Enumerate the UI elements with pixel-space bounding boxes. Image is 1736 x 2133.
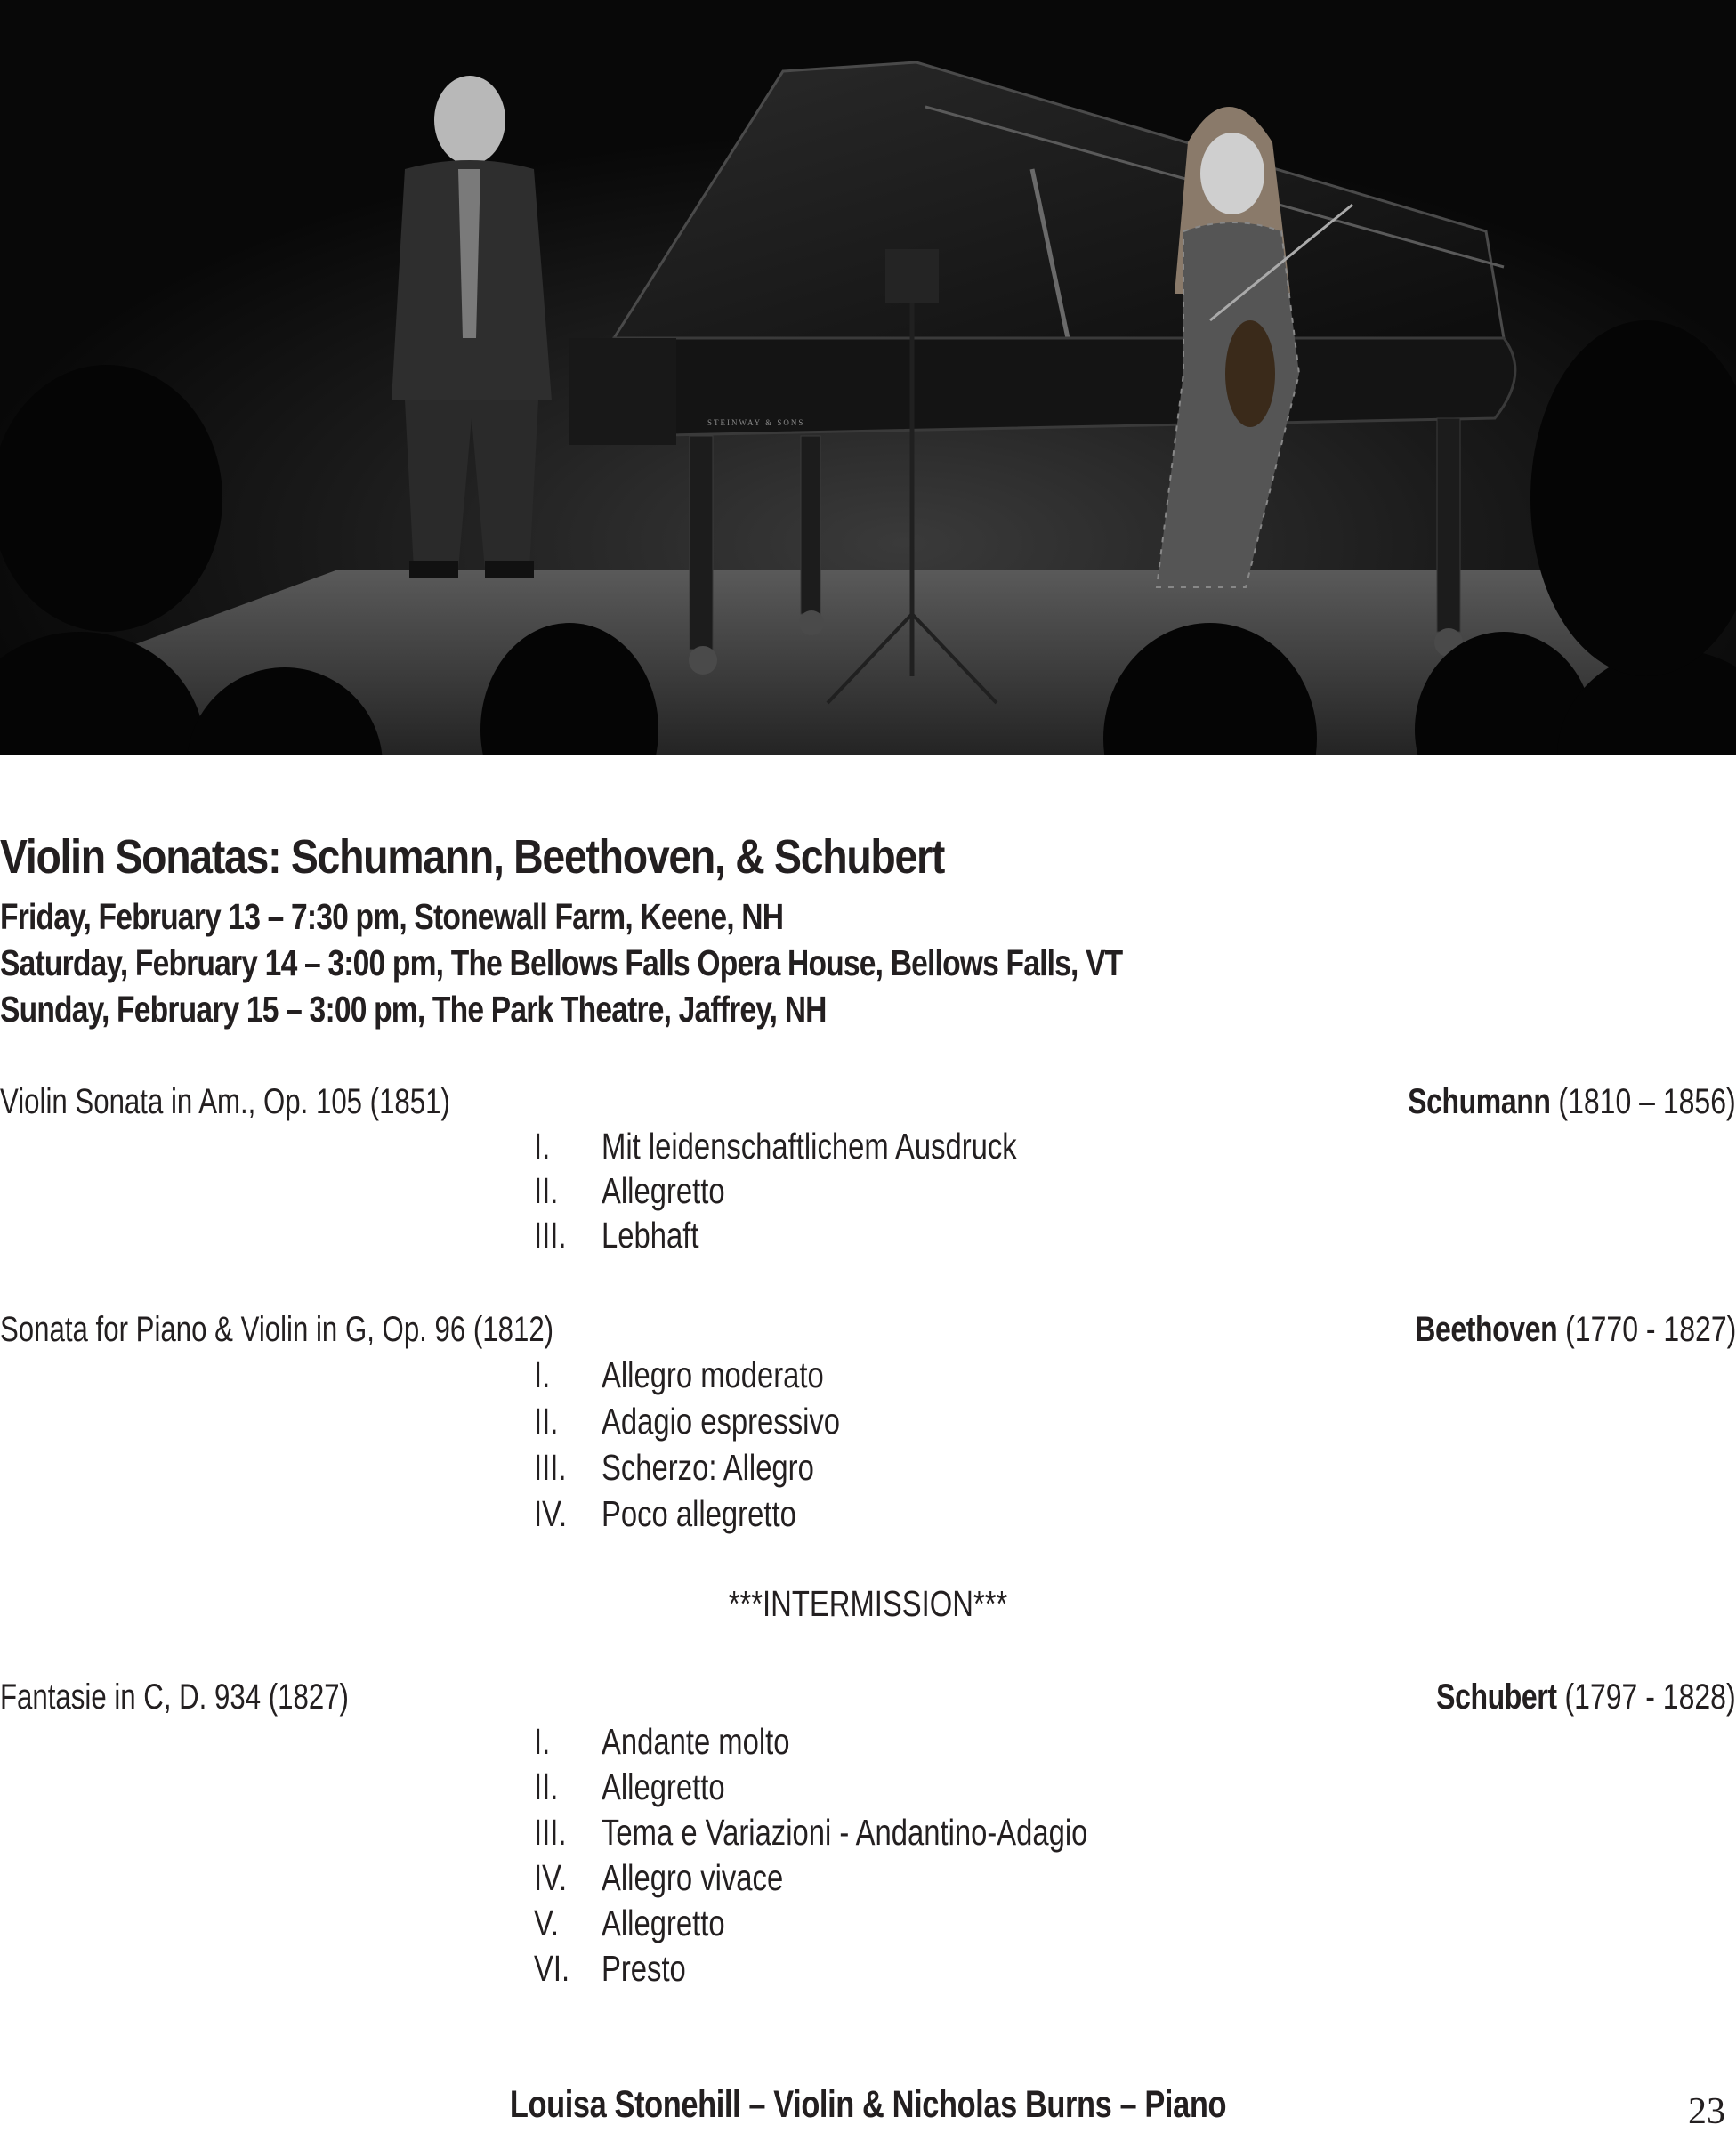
composer-years: (1770 - 1827)	[1556, 1310, 1736, 1349]
composer-years: (1810 – 1856)	[1550, 1082, 1736, 1121]
movement-title: Mit leidenschaftlichem Ausdruck	[602, 1126, 1017, 1167]
movement-number: III.	[534, 1812, 567, 1853]
composer-name: Schubert	[1436, 1677, 1557, 1717]
movement-title: Presto	[602, 1948, 686, 1989]
movement	[534, 1354, 879, 1395]
movement-number: IV.	[534, 1493, 568, 1534]
movement-title: Tema e Variazioni - Andantino-Adagio	[602, 1812, 1088, 1853]
work-title-beethoven: Sonata for Piano & Violin in G, Op. 96 (1812)	[0, 1310, 554, 1349]
movement-title: Allegro vivace	[602, 1857, 784, 1898]
movement-title: Andante molto	[602, 1721, 790, 1762]
movement	[534, 1721, 836, 1762]
movement-title: Allegro moderato	[602, 1354, 824, 1395]
composer-name: Beethoven	[1414, 1310, 1557, 1349]
piano-logo: STEINWAY & SONS	[707, 418, 805, 427]
work-title-schumann: Violin Sonata in Am., Op. 105 (1851)	[0, 1082, 450, 1121]
composer-schumann	[1408, 1084, 1736, 1119]
movement-title: Adagio espressivo	[602, 1401, 841, 1442]
performers-line: Louisa Stonehill – Violin & Nicholas Burns – Piano	[509, 2083, 1227, 2126]
movement	[534, 1217, 723, 1254]
movement	[534, 1493, 845, 1534]
program-title: Violin Sonatas: Schumann, Beethoven, & Schubert	[0, 830, 945, 884]
movement	[534, 1766, 755, 1807]
movement	[534, 1948, 707, 1989]
movement-number: IV.	[534, 1857, 568, 1898]
movement-number: VI.	[534, 1948, 570, 1989]
work-title-schubert: Fantasie in C, D. 934 (1827)	[0, 1677, 349, 1717]
composer-beethoven	[1415, 1312, 1736, 1347]
movement	[534, 1403, 900, 1440]
movement	[534, 1447, 868, 1488]
movement	[534, 1128, 1120, 1165]
performance-date-1: Friday, February 13 – 7:30 pm, Stonewall Farm, Keene, NH	[0, 896, 784, 937]
movement-number: II.	[534, 1766, 559, 1807]
composer-years: (1797 - 1828)	[1556, 1677, 1736, 1717]
performance-date-2: Saturday, February 14 – 3:00 pm, The Bellows Falls Opera House, Bellows Falls, VT	[0, 942, 1123, 983]
movement-number: I.	[534, 1354, 551, 1395]
movement-title: Allegretto	[602, 1766, 725, 1807]
composer-schubert	[1436, 1679, 1736, 1715]
movement-number: II.	[534, 1170, 559, 1211]
movement-title: Lebhaft	[602, 1215, 699, 1256]
movement	[534, 1905, 755, 1942]
intermission: ***INTERMISSION***	[728, 1583, 1008, 1624]
movement	[534, 1857, 828, 1898]
movement-title: Poco allegretto	[602, 1493, 796, 1534]
composer-name: Schumann	[1408, 1082, 1551, 1121]
movement-number: I.	[534, 1126, 551, 1167]
movement-number: II.	[534, 1401, 559, 1442]
movement	[534, 1170, 755, 1211]
movement-number: V.	[534, 1903, 559, 1943]
movement-title: Allegretto	[602, 1903, 725, 1943]
movement-title: Allegretto	[602, 1170, 725, 1211]
movement	[534, 1814, 1209, 1851]
movement-number: I.	[534, 1721, 551, 1762]
performance-date-3: Sunday, February 15 – 3:00 pm, The Park Theatre, Jaffrey, NH	[0, 989, 827, 1030]
movement-title: Scherzo: Allegro	[602, 1447, 814, 1488]
page-number: 23	[1688, 2091, 1725, 2132]
movement-number: III.	[534, 1215, 567, 1256]
movement-number: III.	[534, 1447, 567, 1488]
